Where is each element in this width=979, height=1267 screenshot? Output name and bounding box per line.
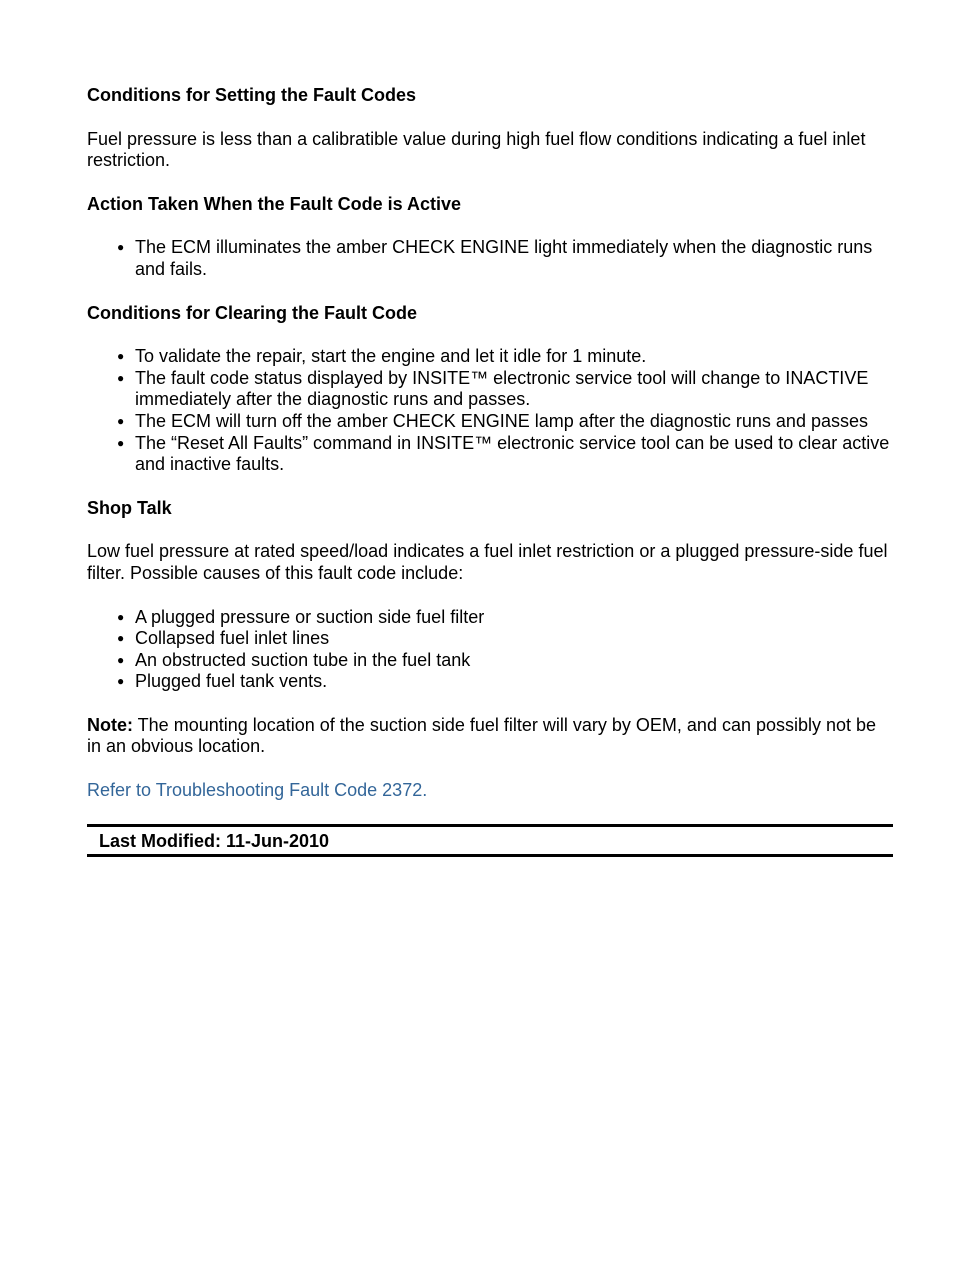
list-item-text: The “Reset All Faults” command in INSITE™ electronic service tool can be used to clear active and inactive faults. (135, 432, 890, 475)
setting-heading: Conditions for Setting the Fault Codes (87, 85, 416, 105)
list-item (117, 628, 893, 650)
list-item-text: An obstructed suction tube in the fuel tank (135, 649, 471, 670)
action-list (87, 237, 893, 280)
bullet-icon: ● (117, 674, 125, 689)
list-item (117, 346, 893, 368)
note-text: The mounting location of the suction side fuel filter will vary by OEM, and can possibly not be in an obvious location. (87, 714, 877, 757)
note-label: Note: (87, 714, 133, 735)
bullet-icon: ● (117, 349, 125, 364)
note-paragraph (87, 715, 893, 758)
troubleshooting-link[interactable]: Refer to Troubleshooting Fault Code 2372. (87, 780, 428, 801)
bullet-icon: ● (117, 370, 125, 385)
list-item-text: The ECM illuminates the amber CHECK ENGINE light immediately when the diagnostic runs and fails. (135, 237, 873, 279)
bullet-icon: ● (117, 435, 125, 450)
action-heading: Action Taken When the Fault Code is Active (87, 193, 462, 214)
bullet-icon: ● (117, 631, 125, 646)
setting-text: Fuel pressure is less than a calibratible value during high fuel flow conditions indicating a fuel inlet restriction. (87, 128, 866, 171)
list-item (117, 367, 893, 411)
list-item (117, 432, 893, 476)
list-item-text: To validate the repair, start the engine and let it idle for 1 minute. (135, 346, 647, 367)
list-item (117, 671, 893, 693)
shop-talk-text: Low fuel pressure at rated speed/load indicates a fuel inlet restriction or a plugged pressure-side fuel filter. Possible causes of this fault code include: (87, 541, 888, 583)
list-item-text: The ECM will turn off the amber CHECK ENGINE lamp after the diagnostic runs and passes (135, 410, 868, 431)
list-item (117, 606, 893, 629)
clearing-heading: Conditions for Clearing the Fault Code (87, 302, 417, 323)
list-item-text: The fault code status displayed by INSITE™ electronic service tool will change to INACTIVE immediately after the diagnostic runs and passes. (135, 367, 869, 410)
list-item (117, 237, 893, 280)
document-page (87, 85, 893, 857)
bullet-icon: ● (117, 609, 125, 624)
list-item (117, 410, 893, 433)
bullet-icon: ● (117, 652, 125, 667)
bullet-icon: ● (117, 413, 125, 428)
shop-talk-heading: Shop Talk (87, 497, 172, 518)
list-item-text: A plugged pressure or suction side fuel filter (135, 606, 485, 627)
list-item (117, 649, 893, 672)
last-modified-text: Last Modified: 11-Jun-2010 (99, 830, 330, 851)
last-modified-bar (87, 824, 893, 857)
clearing-list (87, 346, 893, 476)
reference-paragraph (87, 780, 893, 802)
causes-list (87, 607, 893, 693)
list-item-text: Plugged fuel tank vents. (135, 671, 328, 692)
list-item-text: Collapsed fuel inlet lines (135, 628, 330, 649)
bullet-icon: ● (117, 240, 125, 255)
